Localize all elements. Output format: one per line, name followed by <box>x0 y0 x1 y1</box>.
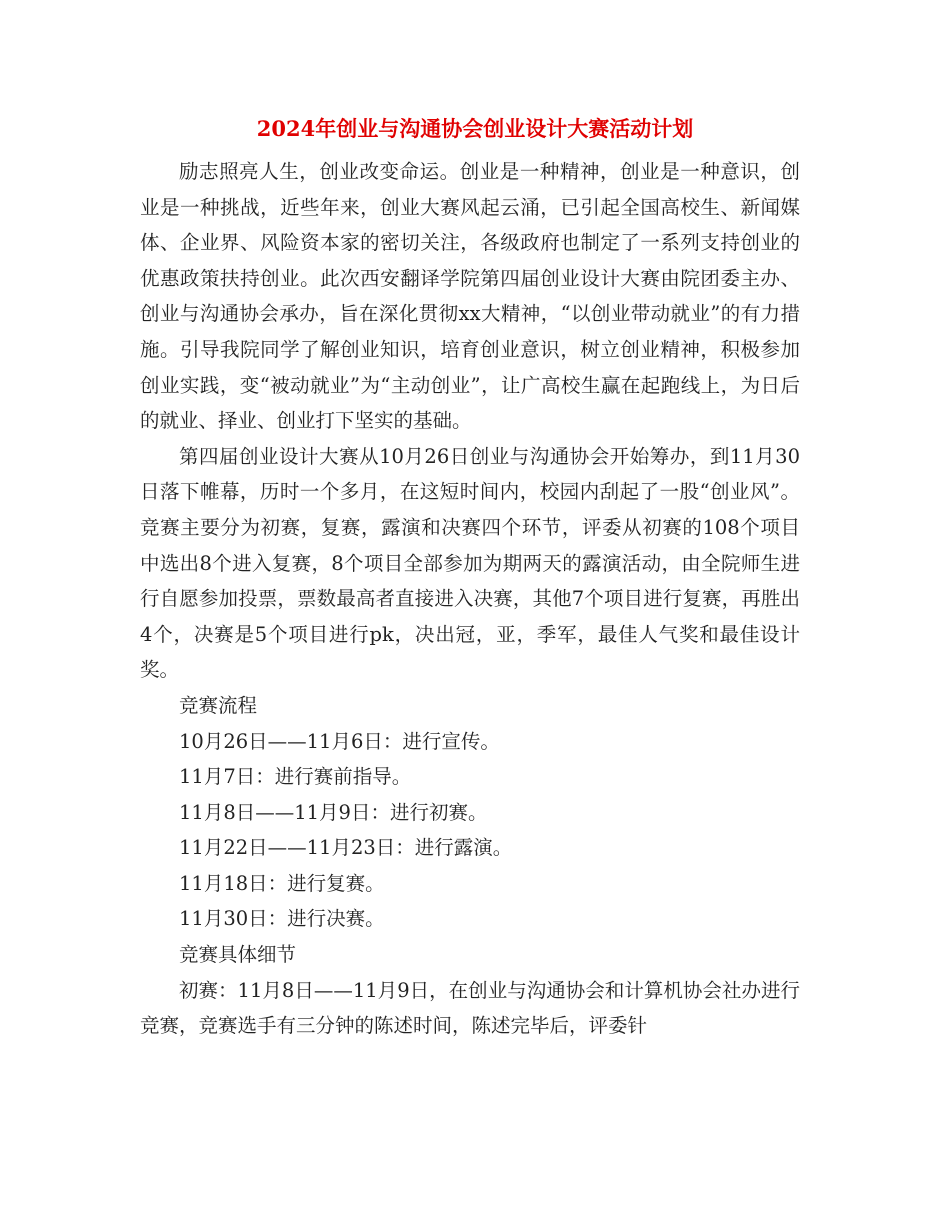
details-heading: 竞赛具体细节 <box>179 943 297 967</box>
intro-paragraph: 励志照亮人生，创业改变命运。创业是一种精神，创业是一种意识，创业是一种挑战，近些年来，创业大赛风起云涌，已引起全国高校生、新闻媒体、企业界、风险资本家的密切关注，各级政府也制定了一系列支持创业的优惠政策扶持创业。此次西安翻译学院第四届创业设计大赛由院团委主办、创业与沟通协会承办，旨在深化贯彻xx大精神，“以创业带动就业”的有力措施。引导我院同学了解创业知识，培育创业意识，树立创业精神，积极参加创业实践，变“被动就业”为“主动创业”，让广高校生赢在起跑线上，为日后的就业、择业、创业打下坚实的基础。 <box>140 160 800 433</box>
document-body <box>140 154 800 1044</box>
schedule-heading: 竞赛流程 <box>179 693 258 717</box>
schedule-item: 11月18日：进行复赛。 <box>179 871 385 895</box>
schedule-item: 11月22日——11月23日：进行露演。 <box>179 836 513 860</box>
schedule-item: 11月30日：进行决赛。 <box>179 907 385 931</box>
schedule-item: 11月7日：进行赛前指导。 <box>179 765 412 789</box>
schedule-item: 10月26日——11月6日：进行宣传。 <box>179 729 500 753</box>
document-title: 2024年创业与沟通协会创业设计大赛活动计划 <box>256 116 694 141</box>
schedule-item: 11月8日——11月9日：进行初赛。 <box>179 800 488 824</box>
first-round-paragraph: 初赛：11月8日——11月9日，在创业与沟通协会和计算机协会社办进行竞赛，竞赛选手有三分钟的陈述时间，陈述完毕后，评委针 <box>140 978 800 1038</box>
overview-paragraph: 第四届创业设计大赛从10月26日创业与沟通协会开始筹办，到11月30日落下帷幕，历时一个多月，在这短时间内，校园内刮起了一股“创业风”。竞赛主要分为初赛，复赛，露演和决赛四个环节，评委从初赛的108个项目中选出8个进入复赛，8个项目全部参加为期两天的露演活动，由全院师生进行自愿参加投票，票数最高者直接进入决赛，其他7个项目进行复赛，再胜出4个，决赛是5个项目进行pk，决出冠，亚，季军，最佳人气奖和最佳设计奖。 <box>140 444 800 682</box>
